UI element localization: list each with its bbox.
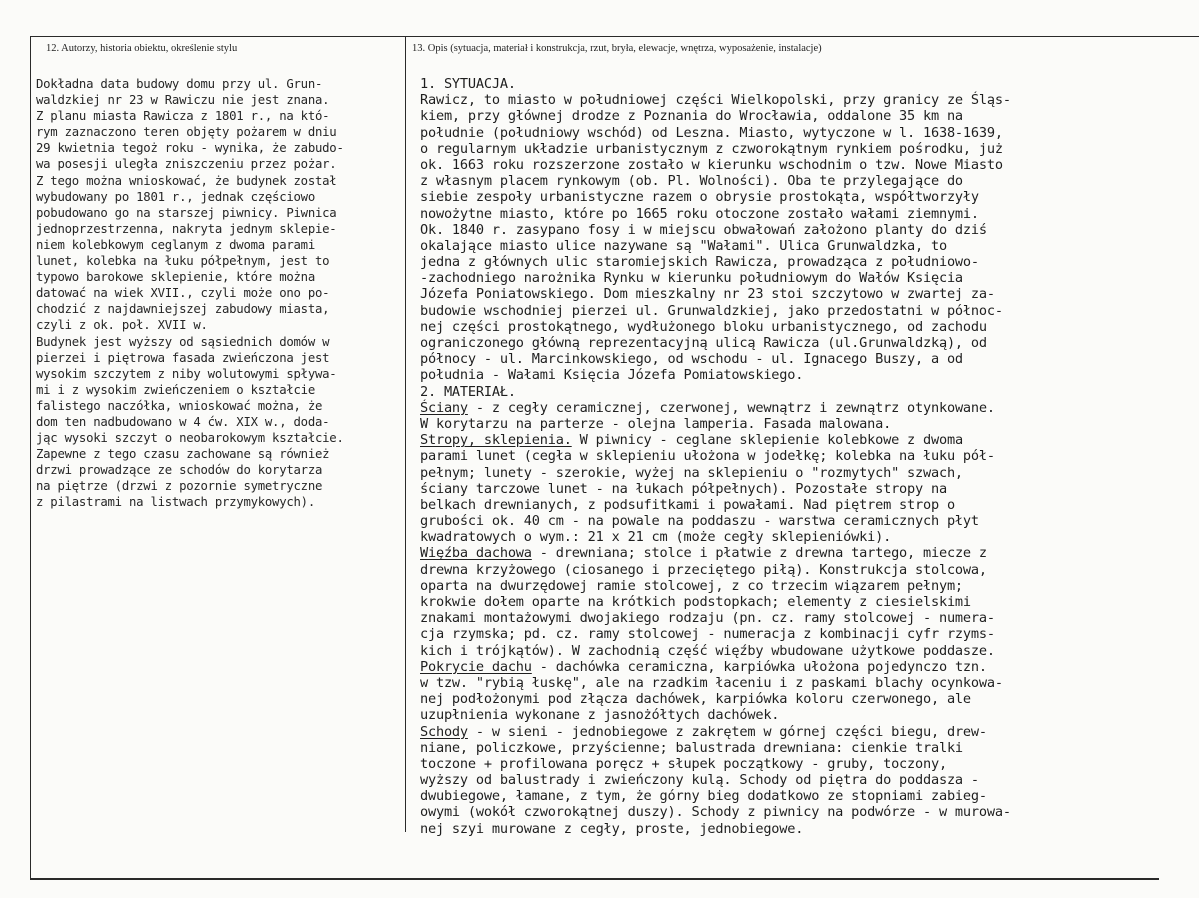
description-text-line xyxy=(420,157,1175,173)
history-text-line: wysokim szczytem z niby wolutowymi spływa- xyxy=(36,366,337,381)
description-text-line xyxy=(420,270,1175,286)
description-text-line xyxy=(420,513,1175,529)
description-text-line xyxy=(420,432,1175,448)
history-text-line: typowo barokowe sklepienie, które można xyxy=(36,270,315,285)
description-text-line xyxy=(420,173,1175,189)
section-subheading: Ściany xyxy=(420,399,468,416)
description-text: - w sieni - jednobiegowe z zakrętem w górnej części biegu, drew- xyxy=(467,723,987,740)
description-text: drewna krzyżowego (ciosanego i przeciętego piłą). Konstrukcja stolcowa, xyxy=(420,561,987,578)
description-text: - drewniana; stolce i płatwie z drewna tartego, miecze z xyxy=(531,545,987,562)
history-text-line: Z planu miasta Rawicza z 1801 r., na któ- xyxy=(36,109,330,124)
frame-bottom-rule xyxy=(30,878,1159,880)
description-text: - dachówka ceramiczna, karpiówka ułożona pojedynczo tzn. xyxy=(531,658,987,675)
description-text: południa - Wałami Księcia Józefa Pomiatowskiego. xyxy=(420,367,804,384)
description-text-line xyxy=(420,804,1175,820)
description-text: toczone + profilowana poręcz + słupek początkowy - gruby, toczony, xyxy=(420,755,947,772)
description-text-line xyxy=(420,481,1175,497)
history-text-line: wybudowany po 1801 r., jednak częściowo xyxy=(36,189,315,204)
section-subheading: Pokrycie dachu xyxy=(420,658,532,675)
description-text: nej części prostokątnego, wydłużonego bloku urbanistycznego, od zachodu xyxy=(420,318,987,335)
history-text-line: Z tego można wnioskować, że budynek został xyxy=(36,173,337,188)
description-text-line xyxy=(420,465,1175,481)
history-text-line: waldzkiej nr 23 w Rawiczu nie jest znana. xyxy=(36,93,330,108)
description-text-line xyxy=(420,529,1175,545)
history-text-line: pobudowano go na starszej piwnicy. Piwnica xyxy=(36,205,337,220)
description-text: Ok. 1840 r. zasypano fosy i w miejscu obwałowań założono planty do dziś xyxy=(420,221,987,238)
description-text-line xyxy=(420,756,1175,772)
history-text-line: czyli z ok. poł. XVII w. xyxy=(36,318,208,333)
description-text-line xyxy=(420,384,1175,400)
description-text: kiem, przy głównej drodze z Poznania do Wrocławia, oddalone 35 km na xyxy=(420,108,963,125)
description-text-line xyxy=(420,400,1175,416)
history-text-line: lunet, kolebka na łuku półpełnym, jest to xyxy=(36,254,330,269)
description-text: cja rzymska; pd. cz. ramy stolcowej - numeracja z kombinacji cyfr rzyms- xyxy=(420,626,995,643)
history-text-line: na piętrze (drzwi z pozornie symetryczne xyxy=(36,479,323,494)
description-text: pełnym; lunety - szerokie, wyżej na sklepieniu o "rozmytych" szwach, xyxy=(420,464,963,481)
description-text: wyższy od balustrady i zwieńczony kulą. Schody od piętra do poddasza - xyxy=(420,772,979,789)
description-text: W korytarzu na parterze - olejna lamperia. Fasada malowana. xyxy=(420,415,892,432)
description-text: północy - ul. Marcinkowskiego, od wschodu - ul. Ignacego Buszy, a od xyxy=(420,351,963,368)
description-text: nej szyi murowane z cegły, proste, jednobiegowe. xyxy=(420,820,804,837)
description-text-line xyxy=(420,416,1175,432)
column-divider xyxy=(405,36,406,832)
description-text-line xyxy=(420,335,1175,351)
history-text-line: wa posesji uległa zniszczeniu przez pożar. xyxy=(36,157,337,172)
description-text-column xyxy=(420,76,1175,837)
description-text-line xyxy=(420,610,1175,626)
description-text: siebie zespoły urbanistyczne razem o obrysie prostokąta, współtworzyły xyxy=(420,189,979,206)
description-text: jedna z głównych ulic staromiejskich Rawicza, prowadząca z południowo- xyxy=(420,254,979,271)
description-text-line xyxy=(420,254,1175,270)
description-text-line xyxy=(420,772,1175,788)
description-text-line xyxy=(420,125,1175,141)
description-text-line xyxy=(420,351,1175,367)
description-text: -zachodniego narożnika Rynku w kierunku południowym do Wałów Księcia xyxy=(420,270,963,287)
section-13-header: 13. Opis (sytuacja, materiał i konstrukcja, rzut, bryła, elewacje, wnętrza, wyposażenie, instalacje) xyxy=(412,43,822,54)
description-text-line xyxy=(420,108,1175,124)
description-text-line xyxy=(420,578,1175,594)
description-text: 1. SYTUACJA. xyxy=(420,76,516,92)
description-text: parami lunet (cegła w sklepieniu ułożona w jodełkę; kolebka na łuku pół- xyxy=(420,448,995,465)
description-text: nej podłożonymi pod złącza dachówek, karpiówka koloru czerwonego, ale xyxy=(420,691,971,708)
history-text-line: Zapewne z tego czasu zachowane są również xyxy=(36,447,330,462)
description-text-line xyxy=(420,691,1175,707)
history-text-column xyxy=(36,76,404,511)
description-text-line xyxy=(420,643,1175,659)
description-text: belkach drewnianych, z podsufitkami i powałami. Nad piętrem strop o xyxy=(420,496,955,513)
history-text-line: datować na wiek XVII., czyli może ono po- xyxy=(36,286,330,301)
description-text-line xyxy=(420,594,1175,610)
description-text: - z cegły ceramicznej, czerwonej, wewnątrz i zewnątrz otynkowane. xyxy=(467,399,995,416)
description-text-line xyxy=(420,206,1175,222)
description-text-line xyxy=(420,821,1175,837)
description-text-line xyxy=(420,788,1175,804)
history-text-line: jednoprzestrzenna, nakryta jednym sklepie- xyxy=(36,221,337,236)
section-subheading: Stropy, sklepienia. xyxy=(420,432,572,449)
description-text: południe (południowy wschód) od Leszna. Miasto, wytyczone w l. 1638-1639, xyxy=(420,124,1003,141)
description-text-line xyxy=(420,319,1175,335)
description-text-line xyxy=(420,222,1175,238)
description-text-line xyxy=(420,286,1175,302)
description-text-line xyxy=(420,497,1175,513)
description-text-line xyxy=(420,545,1175,561)
history-text-line: jąc wysoki szczyt o neobarokowym kształcie. xyxy=(36,431,344,446)
description-text: owymi (wokół czworokątnej duszy). Schody z piwnicy na podwórze - w murowa- xyxy=(420,804,1011,821)
history-text-line: rym zaznaczono teren objęty pożarem w dniu xyxy=(36,125,337,140)
description-text: 2. MATERIAŁ. xyxy=(420,383,516,400)
description-text-line xyxy=(420,562,1175,578)
description-text: kich i trójkątów). W zachodnią część więźby wbudowane użytkowe poddasze. xyxy=(420,642,995,659)
description-text: znakami montażowymi dwojakiego rodzaju (pn. cz. ramy stolcowej - numera- xyxy=(420,610,995,627)
description-text: o regularnym układzie urbanistycznym z czworokątnym rynkiem pośrodku, już xyxy=(420,140,1003,157)
section-12-header: 12. Autorzy, historia obiektu, określenie stylu xyxy=(46,43,238,54)
description-text-line xyxy=(420,141,1175,157)
history-text-line: dom ten nadbudowano w 4 ćw. XIX w., doda- xyxy=(36,414,330,429)
description-text-line xyxy=(420,303,1175,319)
description-text: ok. 1663 roku rozszerzone zostało w kierunku wschodnim o tzw. Nowe Miasto xyxy=(420,156,1003,173)
section-subheading: Schody xyxy=(420,723,468,740)
history-text-line: chodzić z najdawniejszej zabudowy miasta, xyxy=(36,302,330,317)
history-text-line: mi i z wysokim zwieńczeniem o kształcie xyxy=(36,382,315,397)
description-text: budowie wschodniej pierzei ul. Grunwaldzkiej, jako przedostatni w północ- xyxy=(420,302,1003,319)
description-text: niane, policzkowe, przyścienne; balustrada drewniana: cienkie tralki xyxy=(420,739,963,756)
description-text-line xyxy=(420,367,1175,383)
description-text-line xyxy=(420,92,1175,108)
description-text: krokwie dołem oparte na krótkich podstopkach; elementy z ciesielskimi xyxy=(420,594,971,610)
description-text-line xyxy=(420,76,1175,92)
frame-top-rule xyxy=(30,36,1199,37)
description-text: okalające miasto ulice nazywane są "Wałami". Ulica Grunwaldzka, to xyxy=(420,237,947,254)
description-text: ściany tarczowe lunet - na łukach półpełnych). Pozostałe stropy na xyxy=(420,480,947,497)
description-text: nowożytne miasto, które po 1665 roku otoczone zostało wałami ziemnymi. xyxy=(420,205,979,222)
description-text-line xyxy=(420,659,1175,675)
history-text-line: Dokładna data budowy domu przy ul. Grun- xyxy=(36,77,323,91)
description-text: W piwnicy - ceglane sklepienie kolebkowe z dwoma xyxy=(571,432,963,449)
description-text: Józefa Poniatowskiego. Dom mieszkalny nr 23 stoi szczytowo w zwartej za- xyxy=(420,286,995,303)
section-subheading: Więźba dachowa xyxy=(420,545,532,562)
history-text-line: niem kolebkowym ceglanym z dwoma parami xyxy=(36,237,315,252)
history-text-line: falistego naczółka, wnioskować można, że xyxy=(36,398,323,413)
description-text-line xyxy=(420,238,1175,254)
description-text: dwubiegowe, łamane, z tym, że górny bieg dodatkowo ze stopniami zabieg- xyxy=(420,788,987,805)
description-text: Rawicz, to miasto w południowej części Wielkopolski, przy granicy ze Śląs- xyxy=(420,92,1011,109)
history-text-line: drzwi prowadzące ze schodów do korytarza xyxy=(36,463,323,478)
history-text-line: pierzei i piętrowa fasada zwieńczona jest xyxy=(36,350,330,365)
description-text-line xyxy=(420,675,1175,691)
frame-left-rule xyxy=(30,36,31,880)
description-text-line xyxy=(420,724,1175,740)
description-text: ograniczonego główną reprezentacyjną ulicą Rawicza (ul.Grunwaldzką), od xyxy=(420,335,987,351)
description-text-line xyxy=(420,707,1175,723)
description-text: z własnym placem rynkowym (ob. Pl. Wolności). Oba te przylegające do xyxy=(420,173,963,190)
description-text-line xyxy=(420,448,1175,464)
history-text-line: 29 kwietnia tegoż roku - wynika, że zabudo- xyxy=(36,141,344,156)
description-text: uzupłnienia wykonane z jasnożółtych dachówek. xyxy=(420,707,780,724)
description-text-line xyxy=(420,740,1175,756)
description-text: w tzw. "rybią łuskę", ale na rzadkim łaceniu i z paskami blachy ocynkowa- xyxy=(420,674,1003,691)
description-text-line xyxy=(420,189,1175,205)
description-text: grubości ok. 40 cm - na powale na poddaszu - warstwa ceramicznych płyt xyxy=(420,513,979,530)
history-text-line: z pilastrami na listwach przymykowych). xyxy=(36,495,315,510)
description-text: kwadratowych o wym.: 21 x 21 cm (może cegły sklepieniówki). xyxy=(420,529,892,546)
description-text: oparta na dwurzędowej ramie stolcowej, z co trzecim wiązarem pełnym; xyxy=(420,577,963,594)
history-text-line: Budynek jest wyższy od sąsiednich domów w xyxy=(36,334,330,349)
description-text-line xyxy=(420,626,1175,642)
